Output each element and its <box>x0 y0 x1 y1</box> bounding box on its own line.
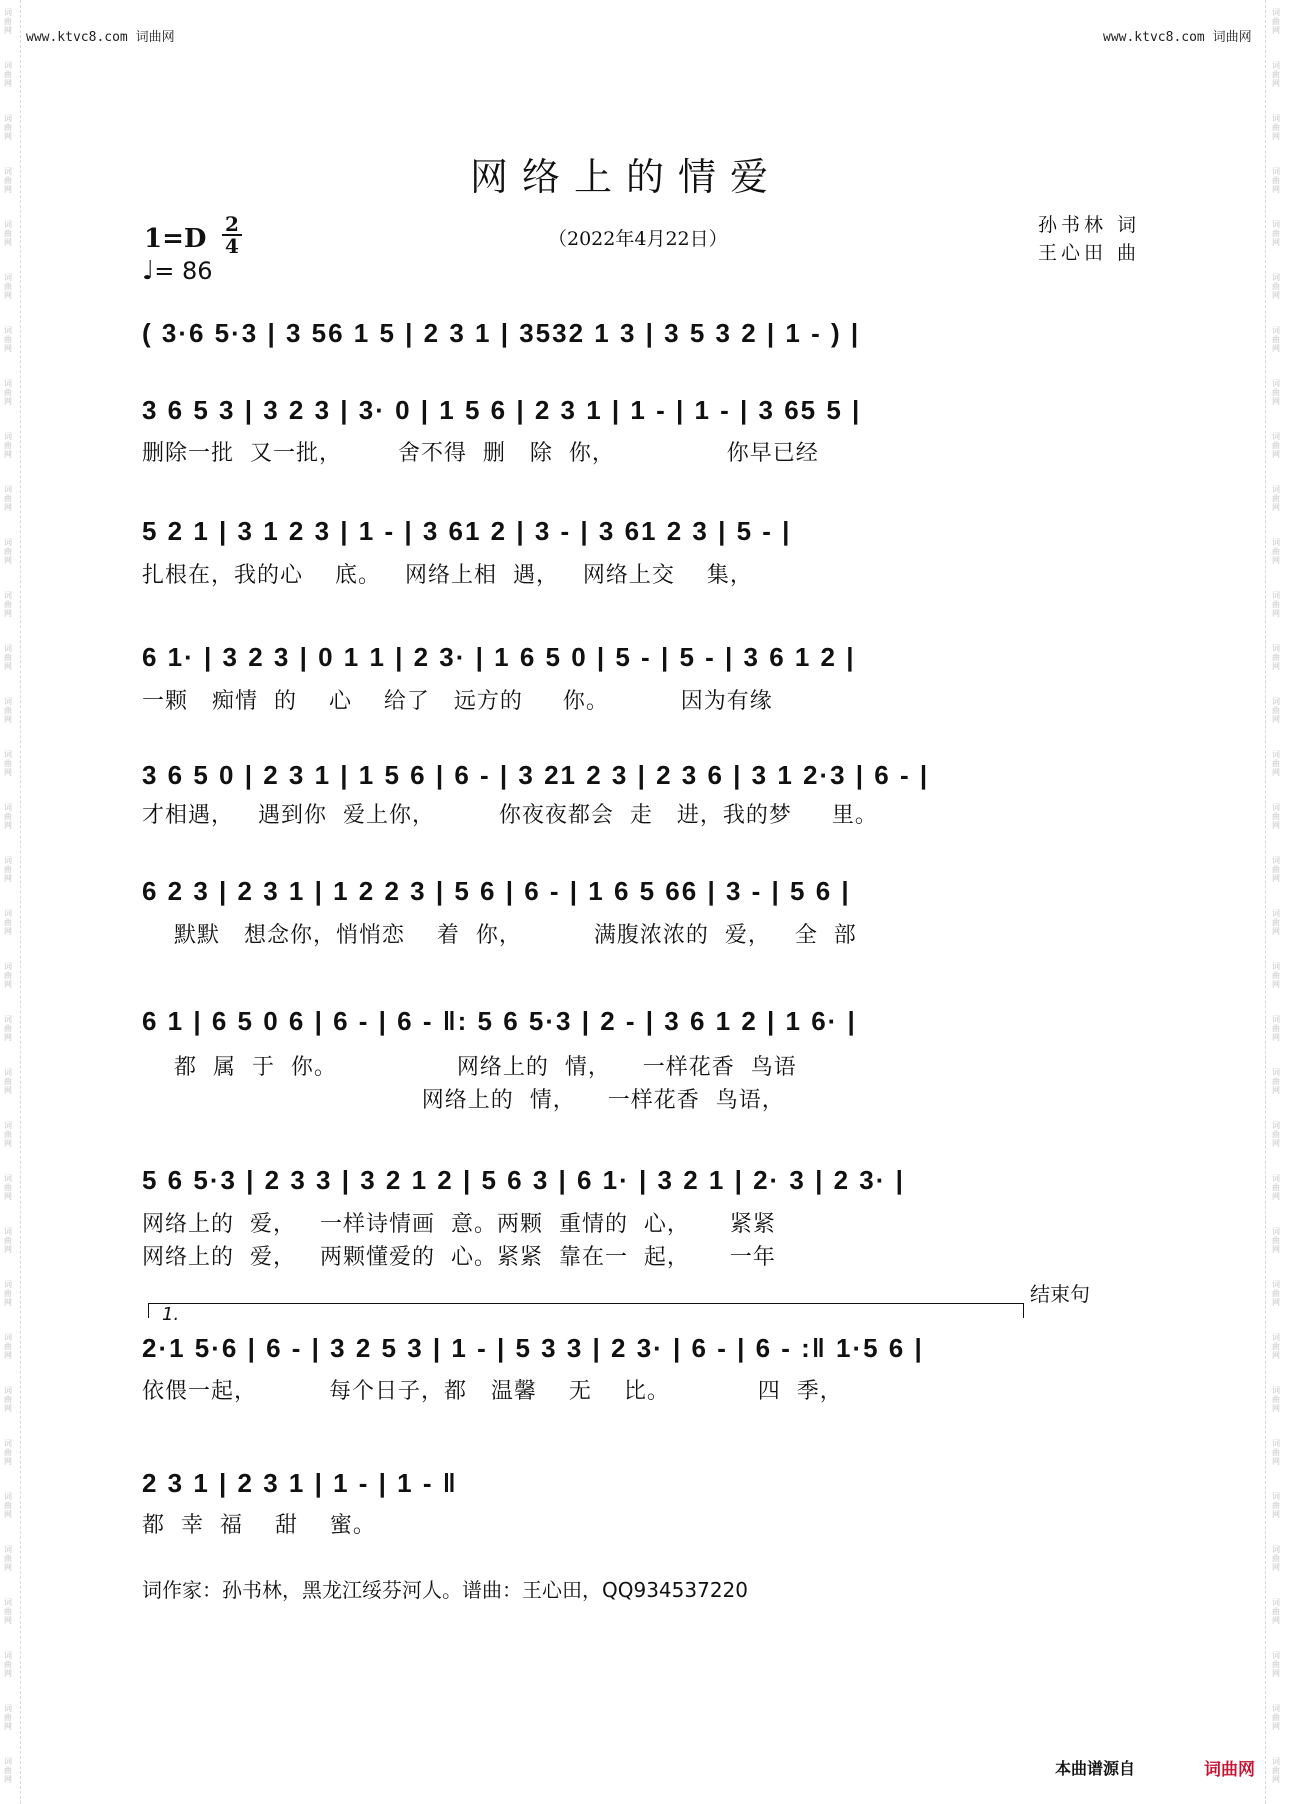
notation-line: 2·1 5·6 | 6 - | 3 2 5 3 | 1 - | 5 3 3 | 2 3· | 6 - | 6 - :‖ 1·5 6 | <box>142 1333 924 1363</box>
notation-line: 6 1 | 6 5 0 6 | 6 - | 6 - ‖: 5 6 5·3 | 2 - | 3 6 1 2 | 1 6· | <box>142 1006 857 1036</box>
quarter-note-icon: ♩ <box>142 256 155 286</box>
watermark-text: 词曲网 <box>4 1386 12 1413</box>
watermark-text: 词曲网 <box>1272 1704 1280 1731</box>
watermark-text: 词曲网 <box>1272 1280 1280 1307</box>
watermark-text: 词曲网 <box>4 1757 12 1784</box>
composition-date: （2022年4月22日） <box>548 228 728 250</box>
watermark-text: 词曲网 <box>4 1545 12 1572</box>
watermark-text: 词曲网 <box>1272 326 1280 353</box>
watermark-text: 词曲网 <box>4 803 12 830</box>
lyric-line: 默默 想念你，悄悄恋 着 你， 满腹浓浓的 爱， 全 部 <box>142 923 857 948</box>
watermark-text: 词曲网 <box>4 750 12 777</box>
watermark-text: 词曲网 <box>4 326 12 353</box>
footer-brand-link[interactable]: 词曲网 <box>1204 1760 1255 1780</box>
lyric-line: 一颗 痴情 的 心 给了 远方的 你。 因为有缘 <box>142 689 773 714</box>
watermark-text: 词曲网 <box>1272 273 1280 300</box>
notation-line: ( 3·6 5·3 | 3 56 1 5 | 2 3 1 | 3532 1 3 | 3 5 3 2 | 1 - ) | <box>142 318 861 348</box>
watermark-text: 词曲网 <box>4 962 12 989</box>
tempo-value: = 86 <box>154 257 213 285</box>
watermark-text: 词曲网 <box>4 432 12 459</box>
watermark-text: 词曲网 <box>4 114 12 141</box>
footnote: 词作家：孙书林，黑龙江绥芬河人。谱曲：王心田，QQ934537220 <box>142 1578 749 1602</box>
watermark-text: 词曲网 <box>4 644 12 671</box>
watermark-text: 词曲网 <box>1272 1068 1280 1095</box>
watermark-text: 词曲网 <box>1272 220 1280 247</box>
notation-line: 6 1· | 3 2 3 | 0 1 1 | 2 3· | 1 6 5 0 | 5 - | 5 - | 3 6 1 2 | <box>142 642 856 672</box>
watermark-text: 词曲网 <box>1272 803 1280 830</box>
lyric-line: 都 幸 福 甜 蜜。 <box>142 1513 376 1538</box>
header-left-site[interactable]: www.ktvc8.com 词曲网 <box>26 30 175 45</box>
lyric-line: 扎根在，我的心 底。 网络上相 遇， 网络上交 集， <box>142 563 753 588</box>
watermark-text: 词曲网 <box>1272 962 1280 989</box>
notation-line: 3 6 5 0 | 2 3 1 | 1 5 6 | 6 - | 3 21 2 3 | 2 3 6 | 3 1 2·3 | 6 - | <box>142 760 930 790</box>
watermark-text: 词曲网 <box>1272 432 1280 459</box>
time-signature-bottom: 4 <box>222 234 242 256</box>
watermark-text: 词曲网 <box>1272 8 1280 35</box>
time-signature-top: 2 <box>225 212 239 236</box>
watermark-text: 词曲网 <box>1272 1651 1280 1678</box>
lyricist-credit: 孙书林 词 <box>1038 214 1141 236</box>
watermark-text: 词曲网 <box>4 1333 12 1360</box>
watermark-text: 词曲网 <box>4 1227 12 1254</box>
watermark-text: 词曲网 <box>1272 1757 1280 1784</box>
notation-line: 6 2 3 | 2 3 1 | 1 2 2 3 | 5 6 | 6 - | 1 6 5 66 | 3 - | 5 6 | <box>142 876 851 906</box>
watermark-text: 词曲网 <box>4 856 12 883</box>
watermark-text: 词曲网 <box>4 909 12 936</box>
watermark-text: 词曲网 <box>1272 909 1280 936</box>
notation-line: 5 6 5·3 | 2 3 3 | 3 2 1 2 | 5 6 3 | 6 1· | 3 2 1 | 2· 3 | 2 3· | <box>142 1165 905 1195</box>
watermark-text: 词曲网 <box>1272 379 1280 406</box>
watermark-text: 词曲网 <box>1272 750 1280 777</box>
lyric-line: 才相遇， 遇到你 爱上你， 你夜夜都会 走 进，我的梦 里。 <box>142 803 878 828</box>
watermark-text: 词曲网 <box>4 1015 12 1042</box>
watermark-text: 词曲网 <box>1272 61 1280 88</box>
watermark-text: 词曲网 <box>1272 1015 1280 1042</box>
watermark-text: 词曲网 <box>4 220 12 247</box>
watermark-text: 词曲网 <box>4 591 12 618</box>
watermark-text: 词曲网 <box>4 485 12 512</box>
lyric-line: 都 属 于 你。 网络上的 情， 一样花香 鸟语 <box>142 1055 797 1080</box>
notation-line: 2 3 1 | 2 3 1 | 1 - | 1 - ‖ <box>142 1468 458 1498</box>
lyric-line: 依偎一起， 每个日子，都 温馨 无 比。 四 季， <box>142 1379 843 1404</box>
watermark-text: 词曲网 <box>1272 856 1280 883</box>
watermark-text: 词曲网 <box>1272 697 1280 724</box>
lyric-line: 删除一批 又一批， 舍不得 删 除 你， 你早已经 <box>142 441 819 466</box>
watermark-text: 词曲网 <box>1272 1545 1280 1572</box>
watermark-text: 词曲网 <box>1272 644 1280 671</box>
footer-source-label: 本曲谱源自 <box>1055 1759 1136 1778</box>
watermark-text: 词曲网 <box>4 61 12 88</box>
watermark-text: 词曲网 <box>1272 591 1280 618</box>
watermark-text: 词曲网 <box>4 1121 12 1148</box>
watermark-text: 词曲网 <box>4 697 12 724</box>
tempo-mark <box>142 256 213 286</box>
watermark-text: 词曲网 <box>1272 1598 1280 1625</box>
watermark-text: 词曲网 <box>4 538 12 565</box>
lyric-line: 网络上的 爱， 两颗懂爱的 心。紧紧 靠在一 起， 一年 <box>142 1245 776 1270</box>
watermark-text: 词曲网 <box>4 8 12 35</box>
notation-line: 3 6 5 3 | 3 2 3 | 3· 0 | 1 5 6 | 2 3 1 | 1 - | 1 - | 3 65 5 | <box>142 395 862 425</box>
left-margin-line <box>20 0 21 1804</box>
first-ending-label: 1. <box>162 1304 180 1325</box>
watermark-text: 词曲网 <box>4 1174 12 1201</box>
watermark-text: 词曲网 <box>1272 1121 1280 1148</box>
lyric-line: 网络上的 情， 一样花香 鸟语， <box>142 1088 785 1113</box>
coda-label: 结束句 <box>1030 1282 1090 1306</box>
header-right-site[interactable]: www.ktvc8.com 词曲网 <box>1103 30 1252 45</box>
watermark-text: 词曲网 <box>1272 485 1280 512</box>
watermark-text: 词曲网 <box>4 1492 12 1519</box>
composer-credit: 王心田 曲 <box>1038 242 1141 264</box>
watermark-text: 词曲网 <box>1272 538 1280 565</box>
watermark-text: 词曲网 <box>1272 1386 1280 1413</box>
watermark-text: 词曲网 <box>1272 1439 1280 1466</box>
right-margin-line <box>1265 0 1266 1804</box>
watermark-text: 词曲网 <box>1272 167 1280 194</box>
key-signature: 1=D <box>144 224 207 254</box>
notation-line: 5 2 1 | 3 1 2 3 | 1 - | 3 61 2 | 3 - | 3 61 2 3 | 5 - | <box>142 516 792 546</box>
watermark-text: 词曲网 <box>4 379 12 406</box>
watermark-text: 词曲网 <box>4 1280 12 1307</box>
watermark-text: 词曲网 <box>4 1598 12 1625</box>
watermark-text: 词曲网 <box>4 273 12 300</box>
watermark-text: 词曲网 <box>4 1068 12 1095</box>
watermark-text: 词曲网 <box>4 1439 12 1466</box>
song-title: 网络上的情爱 <box>470 155 783 199</box>
watermark-text: 词曲网 <box>1272 1227 1280 1254</box>
watermark-text: 词曲网 <box>4 1651 12 1678</box>
watermark-text: 词曲网 <box>1272 1492 1280 1519</box>
watermark-text: 词曲网 <box>1272 1333 1280 1360</box>
time-signature <box>222 214 242 256</box>
watermark-text: 词曲网 <box>4 1704 12 1731</box>
watermark-text: 词曲网 <box>1272 1174 1280 1201</box>
watermark-text: 词曲网 <box>1272 114 1280 141</box>
left-watermark-strip <box>0 0 22 1804</box>
right-watermark-strip <box>1268 0 1290 1804</box>
lyric-line: 网络上的 爱， 一样诗情画 意。两颗 重情的 心， 紧紧 <box>142 1212 776 1237</box>
first-ending-bracket <box>148 1303 1024 1318</box>
watermark-text: 词曲网 <box>4 167 12 194</box>
